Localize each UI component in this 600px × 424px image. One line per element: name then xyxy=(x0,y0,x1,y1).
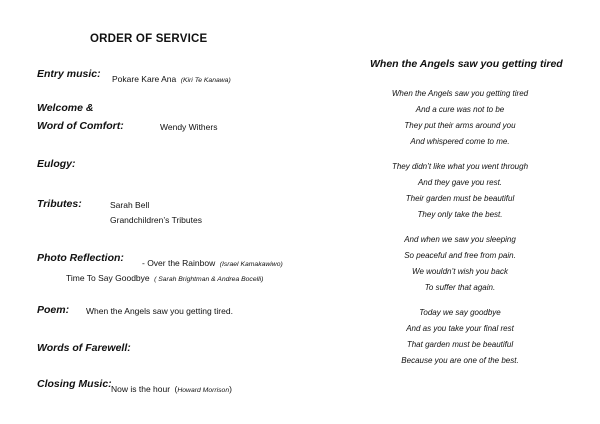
closing-music-label: Closing Music: xyxy=(37,378,112,390)
tributes-label: Tributes: xyxy=(37,198,82,210)
poem-value: When the Angels saw you getting tired. xyxy=(86,306,233,316)
poem-line: So peaceful and free from pain. xyxy=(404,251,516,260)
closing-note-open: ( xyxy=(174,384,178,394)
word-of-comfort-label: Word of Comfort: xyxy=(37,120,124,132)
poem-title: When the Angels saw you getting tired xyxy=(370,58,563,70)
song-title: Time To Say Goodbye xyxy=(66,273,150,283)
words-of-farewell-label: Words of Farewell: xyxy=(37,342,131,354)
entry-music-title: Pokare Kare Ana xyxy=(112,74,177,84)
poem-line: And they gave you rest. xyxy=(417,178,503,187)
poem-line: Today we say goodbye xyxy=(419,308,501,317)
eulogy-label: Eulogy: xyxy=(37,158,76,170)
closing-music-value xyxy=(111,379,232,397)
poem-line: We wouldn’t wish you back xyxy=(412,267,508,276)
closing-song-artist: Howard Morrison xyxy=(177,387,230,394)
poem-line: They put their arms around you xyxy=(404,121,516,130)
poem-line: And whispered come to me. xyxy=(410,137,510,146)
poem-line: They didn’t like what you went through xyxy=(391,162,529,171)
entry-music-artist: (Kiri Te Kanawa) xyxy=(180,77,231,84)
tribute-item: Grandchildren’s Tributes xyxy=(110,215,202,225)
poem-label: Poem: xyxy=(37,304,70,316)
entry-music-value xyxy=(112,69,231,87)
order-of-service-heading: ORDER OF SERVICE xyxy=(90,33,208,45)
welcome-label: Welcome & xyxy=(37,102,94,114)
poem-line: When the Angels saw you getting tired xyxy=(391,89,529,98)
poem-line: They only take the best. xyxy=(417,210,503,219)
poem-line: And when we saw you sleeping xyxy=(404,235,516,244)
closing-note-close: ) xyxy=(229,384,232,394)
song-artist: (Israel Kamakawiwo) xyxy=(219,261,283,268)
song-title: - Over the Rainbow xyxy=(142,258,216,268)
photo-reflection-label: Photo Reflection: xyxy=(37,252,124,264)
poem-line: Because you are one of the best. xyxy=(401,356,519,365)
poem-line: Their garden must be beautiful xyxy=(405,194,515,203)
poem-line: That garden must be beautiful xyxy=(406,340,514,349)
word-of-comfort-value: Wendy Withers xyxy=(160,122,218,132)
poem-line: And a cure was not to be xyxy=(415,105,505,114)
entry-music-label: Entry music: xyxy=(37,68,101,80)
tribute-item: Sarah Bell xyxy=(110,200,150,210)
closing-song-title: Now is the hour xyxy=(111,384,171,394)
song-artist: ( Sarah Brightman & Andrea Bocelli) xyxy=(154,276,264,283)
photo-reflection-item-2 xyxy=(66,268,263,286)
poem-line: And as you take your final rest xyxy=(406,324,514,333)
poem-line: To suffer that again. xyxy=(424,283,496,292)
